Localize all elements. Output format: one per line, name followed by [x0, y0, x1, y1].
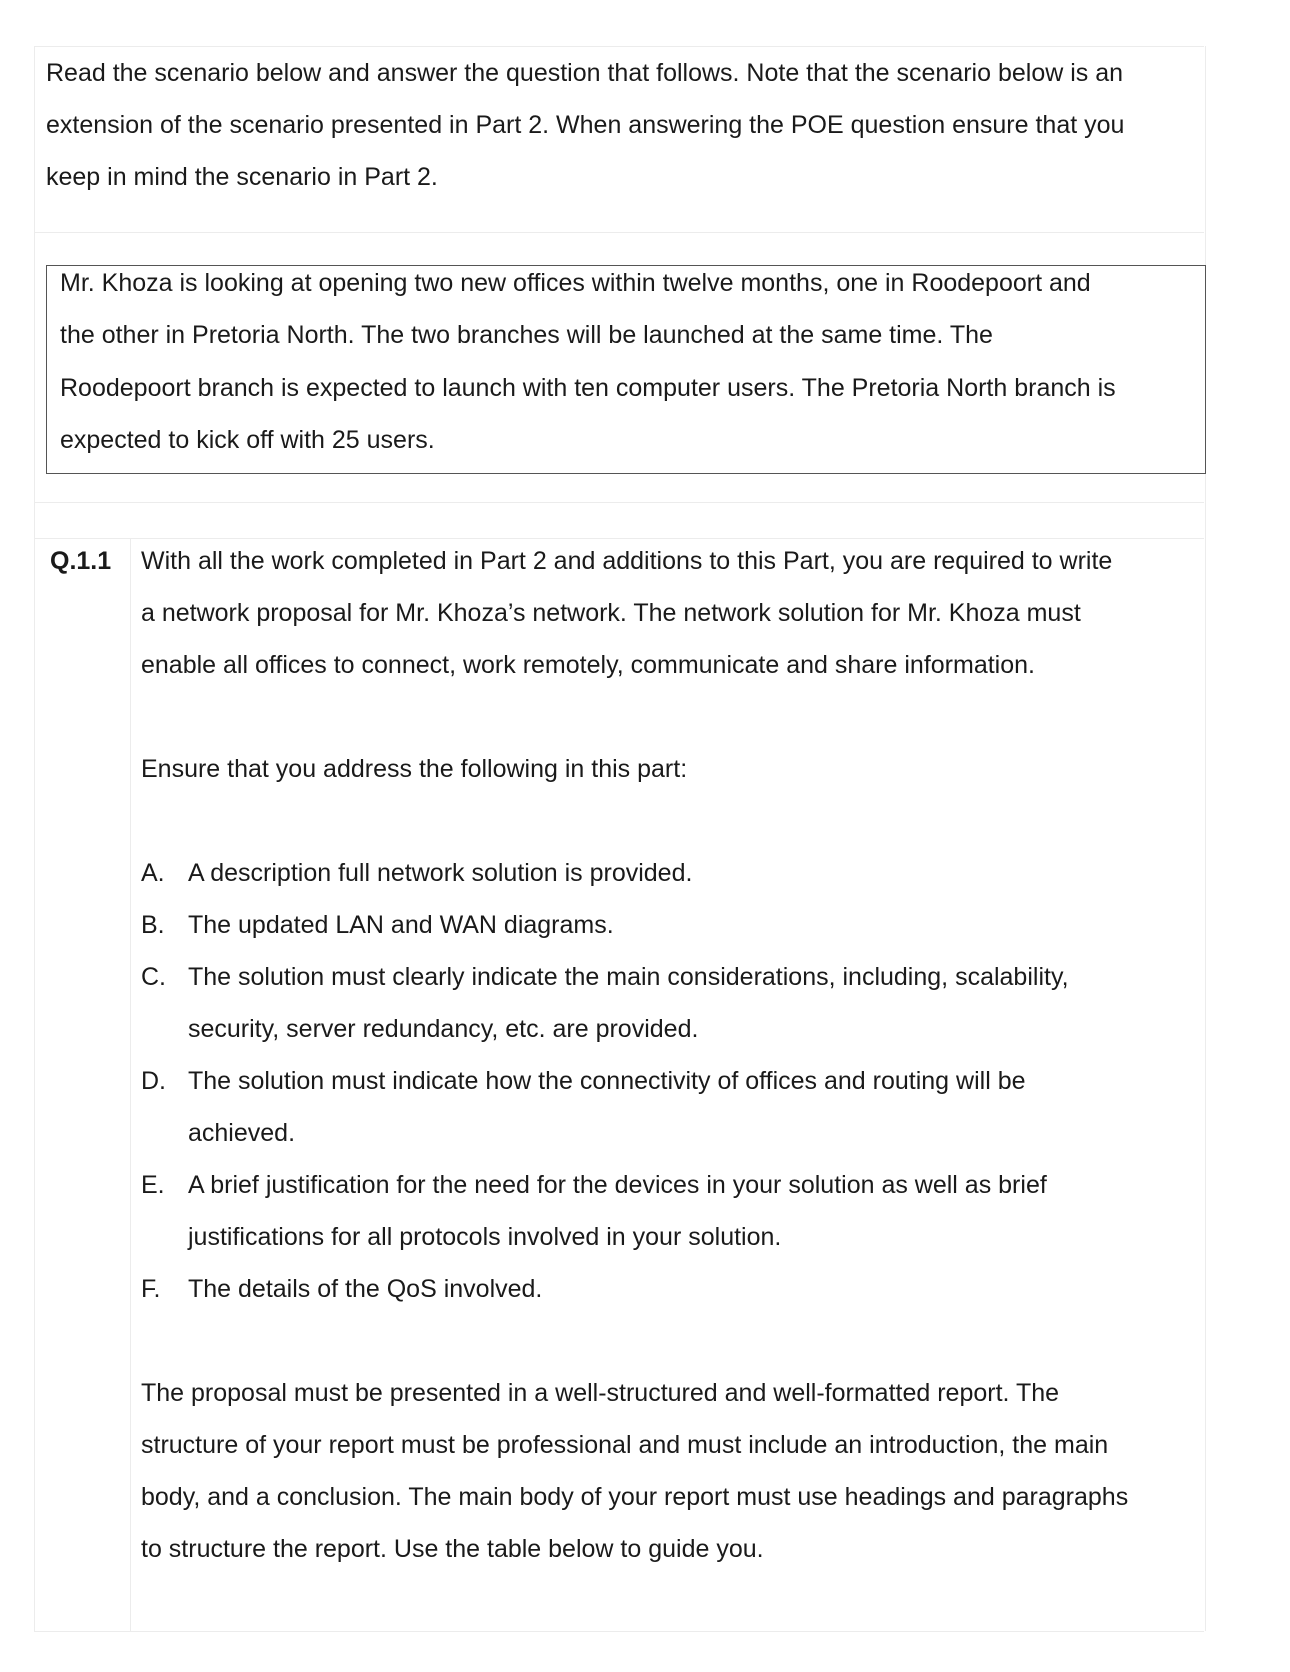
list-item-letter: E.: [141, 1171, 165, 1199]
question-line: With all the work completed in Part 2 and additions to this Part, you are required to write: [141, 547, 1113, 575]
list-item-letter: A.: [141, 859, 165, 887]
closing-line: body, and a conclusion. The main body of your report must use headings and paragraphs: [141, 1483, 1129, 1511]
list-item-text: A brief justification for the need for the devices in your solution as well as brief: [188, 1171, 1047, 1199]
question-line: enable all offices to connect, work remotely, communicate and share information.: [141, 651, 1035, 679]
scenario-line: Roodepoort branch is expected to launch with ten computer users. The Pretoria North branch is: [60, 374, 1116, 402]
list-item-letter: F.: [141, 1275, 161, 1303]
list-item-letter: B.: [141, 911, 165, 939]
scenario-line: Mr. Khoza is looking at opening two new offices within twelve months, one in Roodepoort and: [60, 269, 1091, 297]
table-rule-top: [34, 46, 1204, 47]
question-line: a network proposal for Mr. Khoza’s network. The network solution for Mr. Khoza must: [141, 599, 1081, 627]
table-column-rule: [130, 538, 131, 1631]
list-item-text: justifications for all protocols involved in your solution.: [188, 1223, 782, 1251]
question-number: Q.1.1: [50, 547, 112, 575]
table-rule: [34, 502, 1204, 503]
table-rule: [34, 232, 1204, 233]
list-item-text: A description full network solution is provided.: [188, 859, 693, 887]
intro-line: extension of the scenario presented in Part 2. When answering the POE question ensure that you: [46, 111, 1125, 139]
list-item-letter: D.: [141, 1067, 166, 1095]
intro-line: Read the scenario below and answer the question that follows. Note that the scenario below is an: [46, 59, 1124, 87]
list-item-text: The solution must clearly indicate the main considerations, including, scalability,: [188, 963, 1069, 991]
intro-line: keep in mind the scenario in Part 2.: [46, 163, 438, 191]
list-item-letter: C.: [141, 963, 166, 991]
list-item-text: The solution must indicate how the connectivity of offices and routing will be: [188, 1067, 1026, 1095]
list-item-text: achieved.: [188, 1119, 296, 1147]
ensure-instruction: Ensure that you address the following in this part:: [141, 755, 688, 783]
scenario-line: the other in Pretoria North. The two branches will be launched at the same time. The: [60, 321, 993, 349]
list-item-text: security, server redundancy, etc. are provided.: [188, 1015, 699, 1043]
closing-line: structure of your report must be professional and must include an introduction, the main: [141, 1431, 1109, 1459]
closing-line: The proposal must be presented in a well-structured and well-formatted report. The: [141, 1379, 1060, 1407]
scenario-line: expected to kick off with 25 users.: [60, 426, 435, 454]
list-item-text: The updated LAN and WAN diagrams.: [188, 911, 614, 939]
list-item-text: The details of the QoS involved.: [188, 1275, 543, 1303]
closing-line: to structure the report. Use the table below to guide you.: [141, 1535, 764, 1563]
table-rule-bottom: [34, 1631, 1204, 1632]
table-rule: [34, 538, 1204, 539]
